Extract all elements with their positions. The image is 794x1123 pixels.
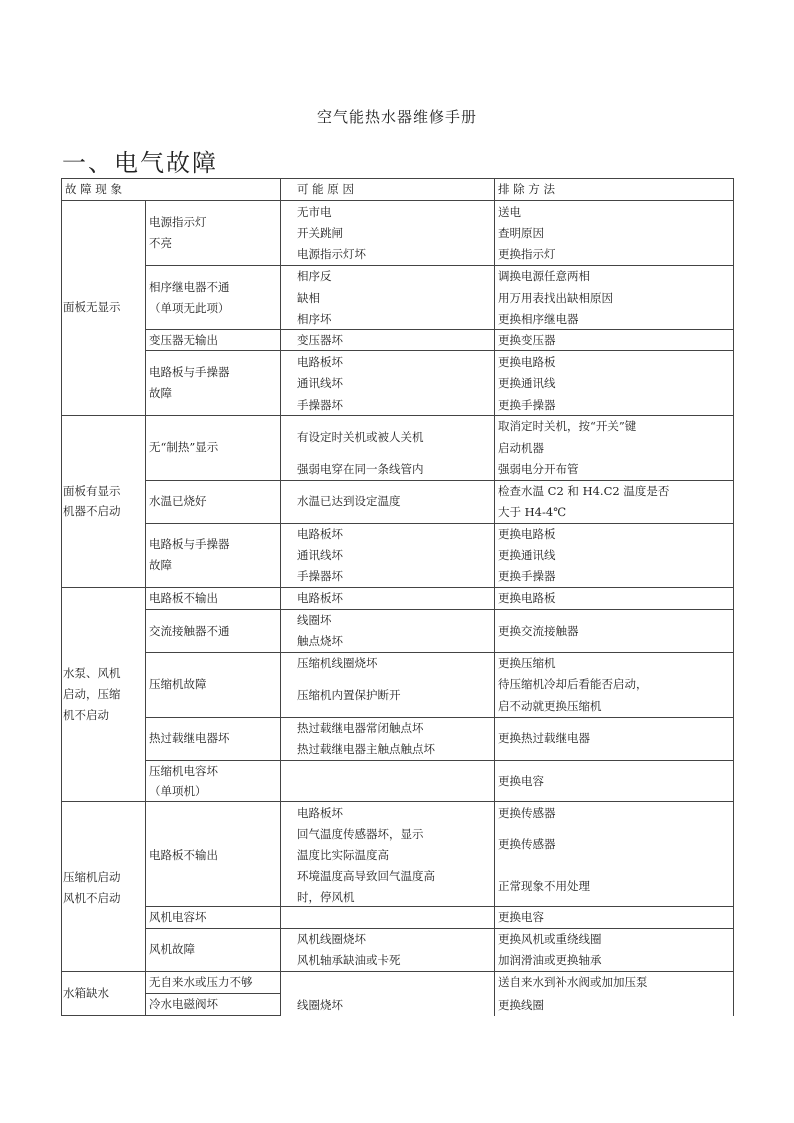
remedy-cell: 启不动就更换压缩机: [498, 699, 602, 713]
remedy-cell: 更换传感器: [498, 837, 556, 851]
cause-cell: 风机轴承缺油或卡死: [297, 953, 401, 967]
cause-cell: 开关跳闸: [297, 226, 343, 240]
symptom-cell: 水温已烧好: [149, 494, 207, 508]
cause-cell: 电路板坏: [297, 527, 343, 541]
symptom-cell: （单项无此项）: [149, 301, 230, 315]
cause-cell: 线圈坏: [297, 613, 332, 627]
symptom-cell: 压缩机故障: [149, 677, 207, 691]
table-rule: [145, 350, 733, 351]
table-rule: [145, 906, 733, 907]
cause-cell: 电源指示灯坏: [297, 247, 366, 261]
remedy-cell: 更换指示灯: [498, 247, 556, 261]
remedy-cell: 更换电容: [498, 910, 544, 924]
symptom-cell: 变压器无输出: [149, 333, 218, 347]
remedy-cell: 用万用表找出缺相原因: [498, 291, 613, 305]
table-rule: [145, 523, 733, 524]
remedy-cell: 取消定时关机，按“开关”键: [498, 419, 637, 433]
header-cause: 可 能 原 因: [297, 182, 354, 196]
cause-cell: 手操器坏: [297, 398, 343, 412]
group-label: 压缩机启动: [63, 870, 121, 884]
remedy-cell: 更换手操器: [498, 569, 556, 583]
remedy-cell: 调换电源任意两相: [498, 269, 590, 283]
cause-cell: 无市电: [297, 205, 332, 219]
remedy-cell: 更换变压器: [498, 333, 556, 347]
symptom-cell: 压缩机电容坏: [149, 764, 218, 778]
remedy-cell: 更换电容: [498, 774, 544, 788]
remedy-cell: 更换压缩机: [498, 656, 556, 670]
cause-cell: 压缩机内置保护断开: [297, 688, 401, 702]
table-rule: [145, 652, 733, 653]
table-rule: [145, 480, 733, 481]
symptom-cell: 电源指示灯: [149, 215, 207, 229]
remedy-cell: 强弱电分开布管: [498, 462, 579, 476]
cause-cell: 线圈烧坏: [297, 998, 343, 1012]
symptom-cell: 电路板与手操器: [149, 537, 230, 551]
table-rule: [61, 178, 62, 1016]
fault-table: [61, 178, 733, 1016]
table-rule: [61, 801, 733, 802]
cause-cell: 热过载继电器常闭触点坏: [297, 721, 424, 735]
group-label: 启动，压缩: [63, 687, 121, 701]
table-rule: [61, 415, 733, 416]
table-rule: [145, 265, 733, 266]
group-label: 水泵、风机: [63, 666, 121, 680]
remedy-cell: 更换手操器: [498, 398, 556, 412]
cause-cell: 手操器坏: [297, 569, 343, 583]
table-rule: [733, 178, 734, 1016]
cause-cell: 电路板坏: [297, 591, 343, 605]
cause-cell: 变压器坏: [297, 333, 343, 347]
cause-cell: 压缩机线圈烧坏: [297, 656, 378, 670]
table-rule: [145, 329, 733, 330]
symptom-cell: 风机故障: [149, 942, 195, 956]
symptom-cell: 无自来水或压力不够: [149, 975, 253, 989]
cause-cell: 通讯线坏: [297, 376, 343, 390]
remedy-cell: 更换风机或重绕线圈: [498, 932, 602, 946]
cause-cell: 水温已达到设定温度: [297, 494, 401, 508]
section-heading: 一、电气故障: [62, 149, 218, 177]
symptom-cell: 热过载继电器坏: [149, 731, 230, 745]
symptom-cell: 故障: [149, 386, 172, 400]
group-label: 机器不启动: [63, 504, 121, 518]
cause-cell: 风机线圈烧坏: [297, 932, 366, 946]
symptom-cell: 电路板与手操器: [149, 365, 230, 379]
remedy-cell: 送自来水到补水阀或加加压泵: [498, 975, 648, 989]
remedy-cell: 启动机器: [498, 441, 544, 455]
symptom-cell: 风机电容坏: [149, 910, 207, 924]
symptom-cell: 无“制热”显示: [149, 440, 219, 454]
cause-cell: 环境温度高导致回气温度高: [297, 869, 435, 883]
remedy-cell: 待压缩机冷却后看能否启动，: [498, 677, 648, 691]
symptom-cell: 相序继电器不通: [149, 280, 230, 294]
table-rule: [61, 587, 733, 588]
table-rule: [145, 760, 733, 761]
table-rule: [61, 178, 733, 179]
symptom-cell: 电路板不输出: [149, 848, 218, 862]
table-rule: [145, 928, 733, 929]
remedy-cell: 更换热过载继电器: [498, 731, 590, 745]
cause-cell: 电路板坏: [297, 806, 343, 820]
remedy-cell: 送电: [498, 205, 521, 219]
cause-cell: 强弱电穿在同一条线管内: [297, 462, 424, 476]
cause-cell: 触点烧坏: [297, 634, 343, 648]
symptom-cell: 不亮: [149, 236, 172, 250]
cause-cell: 缺相: [297, 291, 320, 305]
cause-cell: 电路板坏: [297, 355, 343, 369]
remedy-cell: 查明原因: [498, 226, 544, 240]
remedy-cell: 加润滑油或更换轴承: [498, 953, 602, 967]
table-rule: [61, 971, 733, 972]
symptom-cell: （单项机）: [149, 784, 207, 798]
remedy-cell: 更换电路板: [498, 527, 556, 541]
remedy-cell: 更换交流接触器: [498, 624, 579, 638]
group-label: 面板无显示: [63, 300, 121, 314]
group-label: 水箱缺水: [63, 986, 109, 1000]
table-rule: [61, 1015, 280, 1016]
remedy-cell: 检查水温 C2 和 H4.C2 温度是否: [498, 484, 670, 498]
group-label: 面板有显示: [63, 484, 121, 498]
table-rule: [145, 717, 733, 718]
remedy-cell: 大于 H4-4℃: [498, 505, 567, 519]
remedy-cell: 更换相序继电器: [498, 312, 579, 326]
group-label: 机不启动: [63, 708, 109, 722]
remedy-cell: 更换传感器: [498, 806, 556, 820]
header-remedy: 排 除 方 法: [498, 182, 555, 196]
symptom-cell: 冷水电磁阀坏: [149, 997, 218, 1011]
cause-cell: 有设定时关机或被人关机: [297, 430, 424, 444]
cause-cell: 通讯线坏: [297, 548, 343, 562]
group-label: 风机不启动: [63, 891, 121, 905]
page-title: 空气能热水器维修手册: [316, 108, 477, 126]
table-rule: [145, 200, 146, 1016]
remedy-cell: 更换电路板: [498, 355, 556, 369]
cause-cell: 热过载继电器主触点触点坏: [297, 742, 435, 756]
remedy-cell: 更换通讯线: [498, 376, 556, 390]
remedy-cell: 更换线圈: [498, 998, 544, 1012]
remedy-cell: 更换电路板: [498, 591, 556, 605]
cause-cell: 回气温度传感器坏，显示: [297, 827, 424, 841]
table-rule: [494, 178, 495, 1016]
cause-cell: 温度比实际温度高: [297, 848, 389, 862]
table-rule: [280, 178, 281, 1016]
cause-cell: 相序反: [297, 269, 332, 283]
remedy-cell: 正常现象不用处理: [498, 879, 590, 893]
header-phenomenon: 故 障 现 象: [65, 182, 122, 196]
cause-cell: 时，停风机: [297, 890, 355, 904]
table-rule: [145, 609, 733, 610]
symptom-cell: 交流接触器不通: [149, 624, 230, 638]
table-rule: [61, 200, 733, 201]
remedy-cell: 更换通讯线: [498, 548, 556, 562]
table-rule: [145, 993, 280, 994]
symptom-cell: 电路板不输出: [149, 591, 218, 605]
symptom-cell: 故障: [149, 558, 172, 572]
cause-cell: 相序坏: [297, 312, 332, 326]
